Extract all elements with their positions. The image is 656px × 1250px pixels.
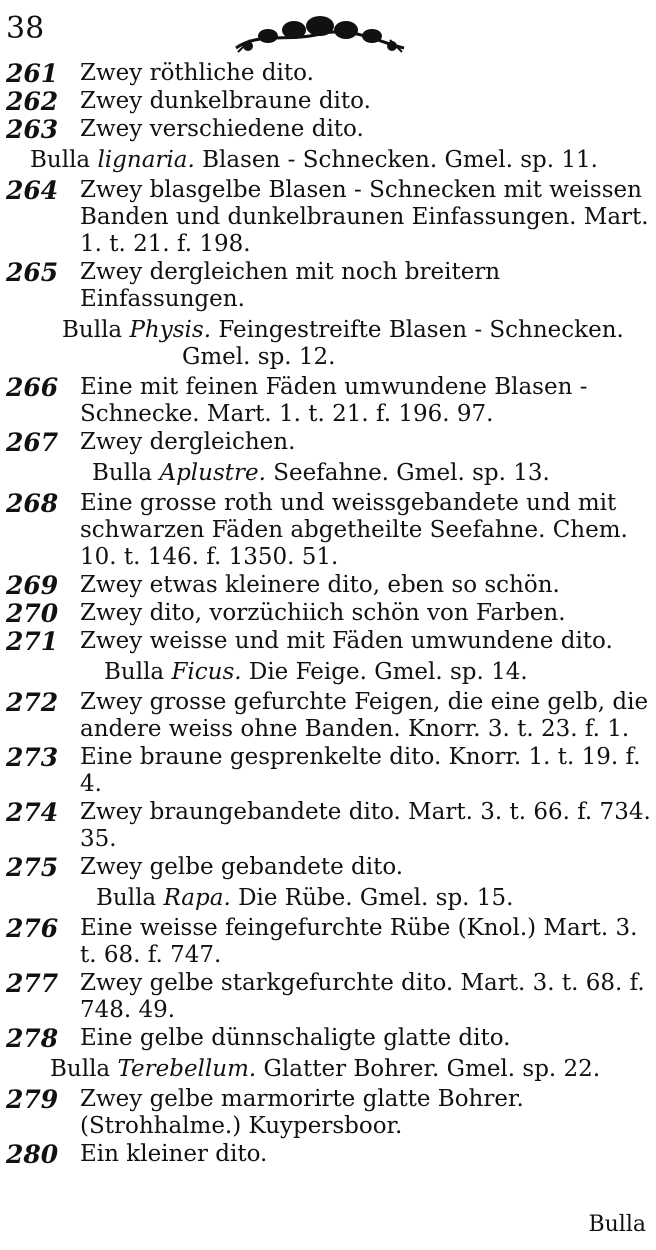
catalogue-entry (0, 689, 656, 743)
genus-name: Bulla (92, 460, 153, 486)
entry-text: Eine braune gesprenkelte dito. Knorr. 1. t. 19. f. 4. (80, 744, 641, 797)
catalogue-entry (0, 600, 656, 627)
species-heading (0, 885, 656, 912)
entry-text: Zwey etwas kleinere dito, eben so schön. (80, 572, 560, 598)
entry-text: Ein kleiner dito. (80, 1141, 268, 1167)
entry-text: Zwey braungebandete dito. Mart. 3. t. 66. f. 734. 35. (80, 799, 651, 852)
entry-number: 270 (6, 599, 59, 628)
entry-text: Eine mit feinen Fäden umwundene Blasen - Schnecke. Mart. 1. t. 21. f. 196. 97. (80, 374, 588, 427)
catalogue-text (0, 60, 656, 1169)
entry-number: 276 (6, 914, 59, 943)
species-name: Physis. (129, 317, 212, 343)
catalogue-entry (0, 1141, 656, 1168)
heading-reference: Gmel. sp. 12. (182, 344, 336, 370)
entry-text: Zwey verschiedene dito. (80, 116, 364, 142)
heading-description: Die Rübe. Gmel. sp. 15. (238, 885, 514, 911)
catalogue-entry (0, 1025, 656, 1052)
catchword: Bulla (588, 1212, 646, 1237)
catalogue-entry (0, 970, 656, 1024)
catalogue-entry (0, 259, 656, 313)
entry-number: 277 (6, 969, 59, 998)
entry-number: 273 (6, 743, 59, 772)
entry-text: Eine grosse roth und weissgebandete und mit schwarzen Fäden abgetheilte Seefahne. Chem. 10. t. 146. f. 1350. 51. (80, 490, 628, 570)
species-name: lignaria. (97, 147, 195, 173)
entry-number: 262 (6, 87, 59, 116)
entry-number: 267 (6, 428, 59, 457)
species-heading (0, 1056, 656, 1083)
entry-text: Zwey dito, vorzüchiich schön von Farben. (80, 600, 566, 626)
entry-number: 279 (6, 1085, 59, 1114)
catalogue-entry (0, 429, 656, 456)
entry-text: Zwey blasgelbe Blasen - Schnecken mit weissen Banden und dunkelbraunen Einfassungen. Mart. 1. t. 21. f. 198. (80, 177, 649, 257)
species-name: Rapa. (163, 885, 231, 911)
genus-name: Bulla (30, 147, 91, 173)
catalogue-entry (0, 490, 656, 571)
catalogue-entry (0, 60, 656, 87)
genus-name: Bulla (96, 885, 157, 911)
entry-text: Zwey dergleichen. (80, 429, 296, 455)
catalogue-entry (0, 799, 656, 853)
floral-ornament-icon (228, 12, 412, 56)
entry-number: 272 (6, 688, 59, 717)
genus-name: Bulla (104, 659, 165, 685)
entry-number: 268 (6, 489, 59, 518)
entry-number: 275 (6, 853, 59, 882)
heading-description: Feingestreifte Blasen - Schnecken. (218, 317, 624, 343)
catalogue-entry (0, 177, 656, 258)
catalogue-entry (0, 1086, 656, 1140)
entry-text: Zwey gelbe marmorirte glatte Bohrer. (Strohhalme.) Kuypersboor. (80, 1086, 524, 1139)
species-heading (0, 317, 656, 371)
catalogue-entry (0, 88, 656, 115)
entry-text: Zwey dunkelbraune dito. (80, 88, 371, 114)
catalogue-entry (0, 572, 656, 599)
species-name: Ficus. (171, 659, 242, 685)
species-name: Terebellum. (117, 1056, 257, 1082)
catalogue-entry (0, 116, 656, 143)
heading-description: Glatter Bohrer. Gmel. sp. 22. (263, 1056, 601, 1082)
entry-number: 274 (6, 798, 59, 827)
entry-number: 261 (6, 59, 59, 88)
entry-text: Zwey gelbe gebandete dito. (80, 854, 404, 880)
heading-description: Die Feige. Gmel. sp. 14. (248, 659, 528, 685)
entry-text: Zwey grosse gefurchte Feigen, die eine gelb, die andere weiss ohne Banden. Knorr. 3. t. 23. f. 1. (80, 689, 649, 742)
entry-number: 269 (6, 571, 59, 600)
catalogue-entry (0, 628, 656, 655)
catalogue-entry (0, 915, 656, 969)
heading-description: Blasen - Schnecken. Gmel. sp. 11. (202, 147, 598, 173)
entry-number: 263 (6, 115, 59, 144)
page-number: 38 (6, 11, 45, 46)
entry-text: Zwey röthliche dito. (80, 60, 314, 86)
catalogue-entry (0, 854, 656, 881)
heading-description: Seefahne. Gmel. sp. 13. (273, 460, 550, 486)
entry-text: Zwey dergleichen mit noch breitern Einfassungen. (80, 259, 501, 312)
entry-text: Eine gelbe dünnschaligte glatte dito. (80, 1025, 511, 1051)
species-name: Aplustre. (159, 460, 266, 486)
entry-number: 271 (6, 627, 59, 656)
species-heading (0, 147, 656, 174)
entry-number: 278 (6, 1024, 59, 1053)
genus-name: Bulla (50, 1056, 111, 1082)
entry-text: Eine weisse feingefurchte Rübe (Knol.) Mart. 3. t. 68. f. 747. (80, 915, 638, 968)
catalogue-entry (0, 744, 656, 798)
entry-number: 265 (6, 258, 59, 287)
species-heading (0, 460, 656, 487)
entry-number: 266 (6, 373, 59, 402)
entry-text: Zwey gelbe starkgefurchte dito. Mart. 3. t. 68. f. 748. 49. (80, 970, 645, 1023)
catalogue-entry (0, 374, 656, 428)
species-heading (0, 659, 656, 686)
entry-number: 264 (6, 176, 59, 205)
genus-name: Bulla (62, 317, 123, 343)
entry-text: Zwey weisse und mit Fäden umwundene dito. (80, 628, 613, 654)
entry-number: 280 (6, 1140, 59, 1169)
